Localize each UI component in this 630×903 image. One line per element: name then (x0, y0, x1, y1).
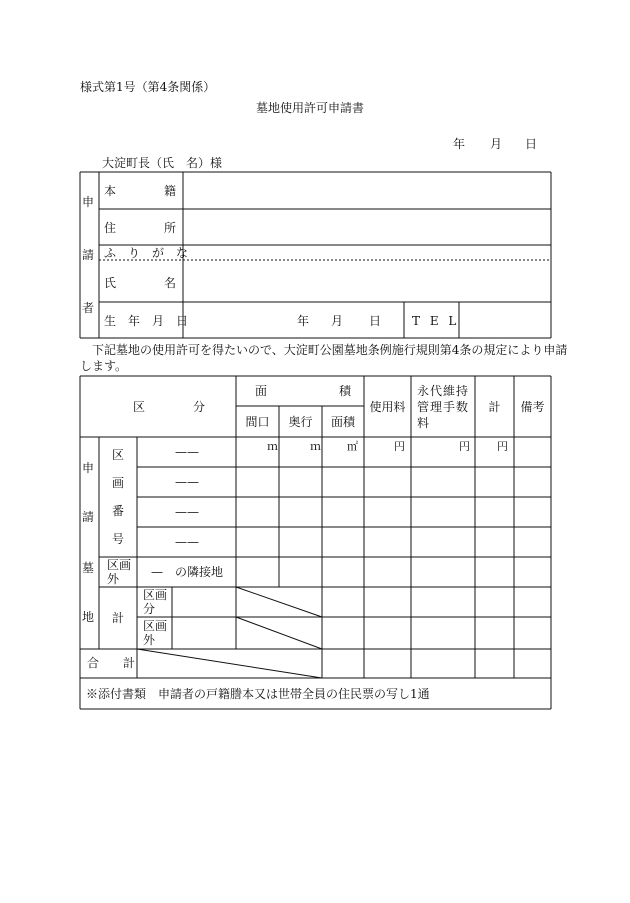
lot-dash-4: —— (175, 535, 199, 549)
form-title: 墓地使用許可申請書 (256, 101, 365, 115)
kukaku-bun-4: 号 (112, 532, 125, 546)
tel-label: T E L (412, 314, 460, 328)
name-label: 氏 名 (104, 276, 177, 290)
kei-header: 計 (488, 400, 501, 414)
kukaku-bun-1: 区 (112, 448, 125, 462)
birth-month: 月 (331, 314, 344, 328)
sub-bun-2: 分 (143, 602, 156, 616)
statement-line-1: 下記墓地の使用許可を得たいので、大淀町公園墓地条例施行規則第4条の規定により申請 (92, 343, 568, 357)
furigana-label: ふ り が な (104, 246, 189, 260)
unit-menseki: ㎡ (347, 440, 358, 453)
birth-day: 日 (369, 314, 382, 328)
kukaku-gai-1: 区画 (107, 558, 132, 572)
applicant-label-2: 請 (82, 248, 95, 262)
unit-kei: 円 (497, 440, 508, 453)
addressee: 大淀町長（氏 名）様 (102, 156, 223, 170)
lot-dash-2: —— (175, 475, 199, 489)
lot-dash-1: —— (175, 445, 199, 459)
maguchi-header: 間口 (245, 415, 270, 429)
sub-gai-1: 区画 (143, 619, 168, 633)
kukaku-bun-3: 番 (112, 504, 125, 518)
kukaku-bun-2: 画 (112, 476, 125, 490)
unit-eitai: 円 (459, 440, 470, 453)
grave-group-4: 地 (82, 610, 95, 624)
kei-row-label: 計 (112, 611, 125, 625)
eitai-header-1: 永代維持 (417, 384, 470, 398)
sub-bun-1: 区画 (143, 588, 168, 602)
eitai-header-2: 管理手数 (417, 400, 470, 414)
neighbor-label: — の隣接地 (151, 565, 224, 579)
biko-header: 備考 (520, 400, 545, 414)
date-year: 年 (453, 137, 466, 151)
date-day: 日 (525, 137, 538, 151)
menseki-header: 面 積 (255, 384, 352, 398)
unit-shiyoryo: 円 (394, 440, 405, 453)
okuyuki-header: 奥行 (288, 415, 313, 429)
kukaku-gai-2: 外 (107, 572, 120, 586)
grave-group-3: 墓 (82, 561, 95, 575)
total-label: 合 計 (87, 656, 136, 670)
lot-dash-3: —— (175, 505, 199, 519)
form-number: 様式第1号（第4条関係） (80, 80, 216, 94)
date-month: 月 (490, 137, 503, 151)
applicant-label-3: 者 (82, 301, 95, 315)
birth-label: 生 年 月 日 (104, 314, 189, 328)
grave-group-2: 請 (82, 510, 95, 524)
grave-group-1: 申 (82, 461, 95, 475)
unit-okuyuki: ｍ (310, 440, 321, 453)
eitai-header-3: 料 (417, 416, 430, 430)
shiyoryo-header: 使用料 (369, 400, 406, 414)
address-label: 住 所 (104, 221, 177, 235)
birth-year: 年 (297, 314, 310, 328)
unit-maguchi: ｍ (267, 440, 278, 453)
applicant-label-1: 申 (82, 195, 95, 209)
honseki-label: 本 籍 (104, 184, 177, 198)
statement-line-2: します。 (80, 359, 128, 373)
menseki-col-header: 面積 (330, 415, 355, 429)
kubun-header: 区 分 (133, 400, 206, 414)
sub-gai-2: 外 (143, 633, 156, 647)
footer-note: ※添付書類 申請者の戸籍謄本又は世帯全員の住民票の写し1通 (86, 687, 430, 701)
